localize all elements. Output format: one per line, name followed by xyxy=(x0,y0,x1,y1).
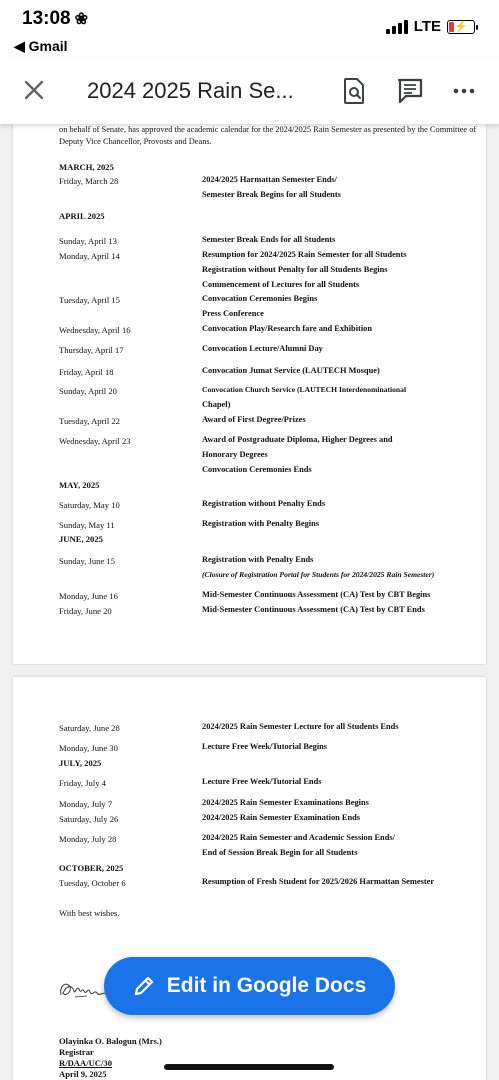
event-line: End of Session Break Begin for all Students xyxy=(202,847,358,857)
calendar-date: Sunday, April 20 xyxy=(59,386,117,396)
calendar-date: Friday, July 4 xyxy=(59,778,106,788)
home-indicator[interactable] xyxy=(164,1064,334,1070)
calendar-date: Friday, April 18 xyxy=(59,367,114,377)
event-line: Convocation Play/Research fare and Exhibition xyxy=(202,324,372,333)
calendar-date: Wednesday, April 16 xyxy=(59,325,131,335)
calendar-date: Monday, April 14 xyxy=(59,251,120,261)
calendar-event xyxy=(202,720,484,735)
calendar-event xyxy=(202,413,484,428)
calendar-date: Tuesday, April 15 xyxy=(59,295,120,305)
calendar-date: Saturday, May 10 xyxy=(59,500,120,510)
calendar-event xyxy=(202,342,484,357)
intro-paragraph: on behalf of Senate, has approved the academic calendar for the 2024/2025 Rain Semester as presented by the Committee of Deputy Vice Chancellor, Provosts and Deans. xyxy=(59,125,477,146)
event-line: Mid-Semester Continuous Assessment (CA) Test by CBT Begins xyxy=(202,590,431,599)
fab-label: Edit in Google Docs xyxy=(166,974,367,997)
event-line: Semester Break Begins for all Students xyxy=(202,189,341,199)
event-line: Press Conference xyxy=(202,308,264,318)
calendar-date: Monday, June 16 xyxy=(59,591,118,601)
event-line: 2024/2025 Rain Semester Examinations Begins xyxy=(202,798,369,807)
calendar-date: Wednesday, April 23 xyxy=(59,436,131,446)
month-heading: MARCH, 2025 xyxy=(59,162,114,172)
document-date: April 9, 2025 xyxy=(59,1069,107,1079)
month-heading: MAY, 2025 xyxy=(59,480,100,490)
event-line: 2024/2025 Rain Semester Lecture for all Students Ends xyxy=(202,722,399,731)
document-page-1 xyxy=(13,124,486,664)
calendar-event xyxy=(202,603,484,618)
calendar-event xyxy=(202,364,484,379)
calendar-date: Monday, June 30 xyxy=(59,743,118,753)
calendar-event xyxy=(202,497,484,512)
more-icon[interactable] xyxy=(452,76,476,106)
calendar-event xyxy=(202,796,484,811)
status-indicators xyxy=(386,18,475,35)
comment-icon[interactable] xyxy=(396,76,424,106)
back-to-app-link[interactable]: ◀ Gmail xyxy=(14,38,68,54)
network-type: LTE xyxy=(413,18,441,35)
signatory-role: Registrar xyxy=(59,1047,94,1057)
document-app-bar xyxy=(0,58,499,124)
event-line: 2024/2025 Harmattan Semester Ends/ xyxy=(202,175,338,184)
edit-in-google-docs-button[interactable] xyxy=(104,957,395,1015)
calendar-date: Sunday, May 11 xyxy=(59,520,115,530)
close-icon[interactable] xyxy=(20,76,48,104)
event-line: Award of Postgraduate Diploma, Higher Degrees and xyxy=(202,435,393,444)
calendar-date: Saturday, July 26 xyxy=(59,814,119,824)
calendar-event xyxy=(202,775,484,790)
calendar-event xyxy=(202,383,484,413)
calendar-date: Sunday, June 15 xyxy=(59,556,116,566)
calendar-date: Monday, July 7 xyxy=(59,799,113,809)
signatory-name: Olayinka O. Balogun (Mrs.) xyxy=(59,1036,162,1046)
month-heading: OCTOBER, 2025 xyxy=(59,863,124,873)
calendar-date: Tuesday, October 6 xyxy=(59,878,126,888)
calendar-date: Saturday, June 28 xyxy=(59,723,120,733)
month-heading: APRIL 2025 xyxy=(59,211,105,221)
event-line: Registration with Penalty Ends xyxy=(202,555,314,564)
signatory-block xyxy=(59,1036,162,1080)
event-line: Honorary Degrees xyxy=(202,449,268,459)
event-line: Resumption of Fresh Student for 2025/2026 Harmattan Semester xyxy=(202,877,435,886)
search-doc-icon[interactable] xyxy=(340,76,368,106)
calendar-date: Thursday, April 17 xyxy=(59,345,124,355)
calendar-event xyxy=(202,740,484,755)
event-line: Award of First Degree/Prizes xyxy=(202,415,306,424)
event-line: Resumption for 2024/2025 Rain Semester for all Students xyxy=(202,250,407,259)
event-line: Convocation Ceremonies Ends xyxy=(202,464,312,474)
document-page-2 xyxy=(13,677,486,1080)
calendar-event xyxy=(202,831,484,861)
battery-icon xyxy=(447,20,475,34)
calendar-event xyxy=(202,517,484,532)
event-line: Semester Break Ends for all Students xyxy=(202,235,336,244)
event-line: Registration without Penalty Ends xyxy=(202,499,326,508)
charging-bolt-icon: ⚡ xyxy=(454,21,468,33)
event-line: Registration without Penalty for all Students Begins xyxy=(202,264,388,274)
calendar-event xyxy=(202,292,484,322)
event-line: 2024/2025 Rain Semester and Academic Session Ends/ xyxy=(202,833,395,842)
event-line: Lecture Free Week/Tutorial Ends xyxy=(202,777,322,786)
event-line: 2024/2025 Rain Semester Examination Ends xyxy=(202,813,361,822)
calendar-event xyxy=(202,322,484,337)
event-line: Registration with Penalty Begins xyxy=(202,519,320,528)
calendar-date: Tuesday, April 22 xyxy=(59,416,120,426)
month-heading: JUNE, 2025 xyxy=(59,534,103,544)
calendar-event xyxy=(202,811,484,826)
calendar-event xyxy=(202,173,484,203)
event-line: Commencement of Lectures for all Students xyxy=(202,279,360,289)
calendar-date: Friday, June 20 xyxy=(59,606,112,616)
event-line: Convocation Jumat Service (LAUTECH Mosque) xyxy=(202,366,380,375)
event-line: Chapel) xyxy=(202,399,231,409)
pencil-icon xyxy=(133,975,155,997)
event-line: (Closure of Registration Portal for Students for 2024/2025 Rain Semester) xyxy=(202,569,435,579)
calendar-date: Friday, March 28 xyxy=(59,176,119,186)
reference-number: R/DAA/UC/30 xyxy=(59,1058,112,1068)
clock-time: 13:08 xyxy=(22,8,71,29)
calendar-event xyxy=(202,233,484,248)
calendar-date: Sunday, April 13 xyxy=(59,236,117,246)
month-heading: JULY, 2025 xyxy=(59,758,102,768)
clock xyxy=(22,8,88,30)
calendar-event xyxy=(202,553,484,583)
signal-icon xyxy=(386,20,408,34)
event-line: Mid-Semester Continuous Assessment (CA) Test by CBT Ends xyxy=(202,605,425,614)
event-line: Lecture Free Week/Tutorial Begins xyxy=(202,742,328,751)
calendar-event xyxy=(202,433,484,477)
flower-icon: ❀ xyxy=(74,11,89,28)
calendar-date: Monday, July 28 xyxy=(59,834,117,844)
calendar-event xyxy=(202,875,484,890)
status-bar xyxy=(0,0,499,58)
calendar-event xyxy=(202,588,484,603)
document-title: 2024 2025 Rain Se... xyxy=(87,78,294,103)
event-line: Convocation Ceremonies Begins xyxy=(202,294,318,303)
calendar-event xyxy=(202,248,484,292)
event-line: Convocation Church Service (LAUTECH Interdenominational xyxy=(202,385,407,394)
closing-remark: With best wishes. xyxy=(59,908,120,918)
event-line: Convocation Lecture/Alumni Day xyxy=(202,344,323,353)
